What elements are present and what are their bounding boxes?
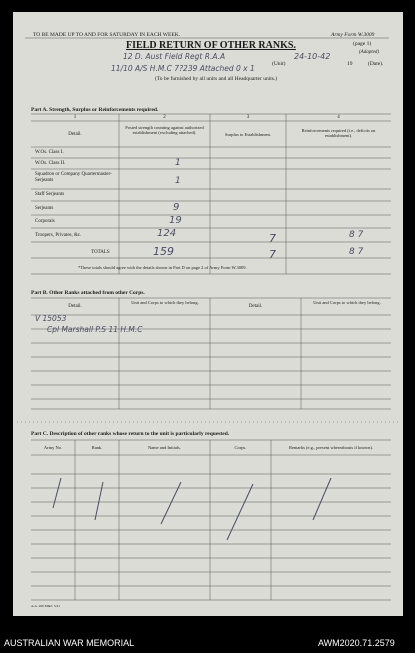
col-header-strength: Posted strength counting against authorized establishment (excluding attached). bbox=[125, 125, 204, 135]
part-c-col-name: Name and Initials. bbox=[147, 445, 182, 450]
totals-note: *These totals should agree with the details shown in Part D on page 2 of Army Form W.3009. bbox=[78, 265, 247, 270]
strength-woii: 1 bbox=[175, 158, 181, 168]
row-label-serjeants: Serjeants bbox=[35, 206, 54, 211]
adapted-label: (Adapted) bbox=[359, 50, 379, 55]
row-label-troopers: Troopers, Privates, &c. bbox=[35, 233, 82, 238]
col-number-1: 1 bbox=[73, 115, 77, 120]
form-subtitle: (To be furnished by all units and all Headquarter units.) bbox=[155, 76, 278, 82]
unit-value: 12 D. Aust Field Regt R.A.A bbox=[123, 52, 226, 61]
army-form-label: Army Form W.3009 bbox=[331, 32, 375, 38]
part-b-col-unit-2: Unit and Corps to which they belong. bbox=[313, 300, 381, 305]
part-c-col-remarks: Remarks (e.g., present whereabouts if known). bbox=[288, 445, 374, 450]
form-ruling bbox=[13, 12, 403, 616]
part-b-title: Part B. Other Ranks attached from other Corps. bbox=[31, 290, 145, 296]
strength-troopers: 124 bbox=[157, 228, 177, 239]
unit-label: (Unit) bbox=[272, 61, 286, 67]
form-title: FIELD RETURN OF OTHER RANKS. bbox=[126, 40, 296, 51]
part-b-entry-text: Cpl Marshall P.S 11 H.M.C bbox=[47, 325, 143, 334]
date-label: (Date). bbox=[368, 61, 384, 67]
form-sheet bbox=[13, 12, 403, 616]
part-b-col-detail-1: Detail. bbox=[68, 304, 82, 309]
part-c-col-rank: Rank. bbox=[91, 445, 103, 450]
row-label-totals: TOTALS bbox=[91, 250, 110, 255]
date-value: 24-10-42 bbox=[294, 52, 331, 61]
strength-totals: 159 bbox=[153, 245, 174, 258]
page-number: (page 1) bbox=[353, 41, 372, 47]
row-label-cqms: Squadron or Company Quartermaster-Serjeants bbox=[35, 172, 112, 183]
col-number-4: 4 bbox=[337, 115, 340, 120]
footer-credit: AUSTRALIAN WAR MEMORIAL bbox=[4, 638, 135, 648]
part-b-entry-number: V 15053 bbox=[35, 314, 67, 323]
top-note: TO BE MADE UP TO AND FOR SATURDAY IN EACH WEEK. bbox=[33, 32, 181, 38]
col-header-reinforcements: Reinforcements required (i.e., deficits on establishment). bbox=[301, 128, 376, 138]
col-number-2: 2 bbox=[163, 115, 166, 120]
reinf-troopers: 8 7 bbox=[349, 230, 364, 240]
reinf-totals: 8 7 bbox=[349, 247, 364, 257]
col-number-3: 3 bbox=[246, 115, 250, 120]
part-c-title: Part C. Description of other ranks whose return to the unit is particularly requested. bbox=[31, 431, 230, 437]
row-label-woii: W.Os. Class II. bbox=[35, 161, 66, 166]
col-header-surplus: Surplus to Establishment. bbox=[224, 132, 272, 137]
surplus-troopers: 7 bbox=[269, 232, 276, 245]
part-c-col-army-no: Army No. bbox=[43, 445, 63, 450]
attached-note: 11/10 A/S H.M.C 7?239 Attached 0 x 1 bbox=[111, 64, 255, 73]
strength-serjeants: 9 bbox=[173, 202, 180, 213]
part-a-title: Part A. Strength, Surplus or Reinforcements required. bbox=[31, 107, 159, 113]
print-code: A.A. 266 M&C 5/41 bbox=[31, 604, 61, 608]
footer-accession-number: AWM2020.71.2579 bbox=[318, 638, 395, 648]
surplus-totals: 7 bbox=[269, 248, 276, 261]
date-year: 19 bbox=[347, 61, 353, 67]
part-c-col-corps: Corps. bbox=[234, 445, 247, 450]
row-label-staff-serjeants: Staff Serjeants bbox=[35, 192, 65, 197]
part-b-col-detail-2: Detail. bbox=[248, 304, 263, 309]
row-label-woi: W.Os. Class I. bbox=[35, 150, 64, 155]
strength-cqms: 1 bbox=[175, 176, 181, 186]
row-label-corporals: Corporals bbox=[35, 219, 55, 224]
col-header-detail: Detail. bbox=[68, 132, 82, 137]
strength-corporals: 19 bbox=[169, 215, 182, 226]
part-b-col-unit-1: Unit and Corps to which they belong. bbox=[131, 300, 199, 305]
